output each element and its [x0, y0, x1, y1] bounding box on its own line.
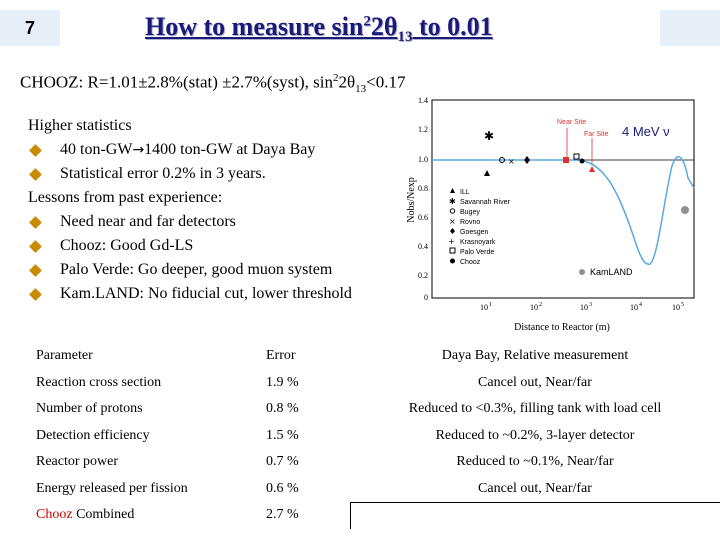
diamond-bullet-icon	[29, 216, 42, 229]
x-tick-labels	[480, 302, 684, 312]
diamond-bullet-icon	[29, 144, 42, 157]
bullet-heading: Higher statistics	[28, 117, 132, 134]
table-cell-empty	[350, 502, 720, 529]
y-tick-label: 0.2	[418, 271, 428, 280]
chooz-result: CHOOZ: R=1.01±2.8%(stat) ±2.7%(syst), $\sin^22\theta_{13}<0.17$	[20, 72, 406, 96]
table-row	[30, 423, 720, 450]
table-cell: Reaction cross section	[36, 374, 162, 390]
table-header-cell: Daya Bay, Relative measurement	[441, 348, 629, 364]
kamland-point	[681, 206, 689, 214]
energy-annotation: 4 MeV ν	[622, 124, 670, 139]
table-row	[30, 449, 720, 476]
legend-bugey-icon	[450, 209, 454, 213]
table-cell: 1.9 %	[266, 374, 299, 390]
legend-goesgen-icon	[450, 228, 455, 234]
legend-krasnoyark-icon: +	[448, 237, 455, 246]
legend-rovno-icon: ×	[449, 217, 456, 226]
legend-item: Chooz	[460, 259, 481, 266]
bullet-item: 40 ton-GW → 1400 ton-GW at Daya Bay	[28, 138, 352, 162]
slide-number: 7	[0, 10, 60, 46]
x-tick-exponent: 3	[589, 302, 592, 308]
goesgen-point	[524, 156, 530, 164]
table-cell: 0.6 %	[266, 480, 299, 496]
legend-chooz-icon	[450, 259, 455, 264]
x-tick-exponent: 1	[489, 302, 492, 308]
legend-item: Palo Verde	[460, 249, 495, 256]
far-site-marker	[589, 166, 595, 172]
chooz-red-label: Chooz	[36, 507, 73, 523]
y-tick-label: 0.4	[418, 242, 428, 251]
table-cell: 0.7 %	[266, 454, 299, 470]
y-tick-label: 0.6	[418, 213, 428, 222]
legend-item-kamland: KamLAND	[590, 267, 633, 277]
table-cell: Chooz Combined	[36, 507, 135, 523]
table-cell: Reduced to ~0.1%, Near/far	[456, 454, 614, 470]
diamond-bullet-icon	[29, 240, 42, 253]
table-cell: 0.8 %	[266, 401, 299, 417]
table-row	[30, 476, 720, 503]
legend-savannah-icon: ✱	[449, 197, 456, 206]
table-cell: Reduced to <0.3%, filling tank with load cell	[408, 401, 662, 417]
table-cell: Cancel out, Near/far	[478, 480, 592, 496]
bullet-list	[28, 114, 352, 306]
bullet-item: Kam.LAND: No fiducial cut, lower threshold	[28, 282, 352, 306]
legend-ill-icon	[450, 188, 455, 193]
x-tick-label: 10	[580, 303, 588, 312]
table-row	[30, 370, 720, 397]
x-tick-exponent: 4	[639, 302, 642, 308]
table-cell: Reactor power	[36, 454, 119, 470]
bullet-heading: Lessons from past experience:	[28, 189, 223, 206]
legend-item: Goesgen	[460, 229, 489, 236]
y-tick-label: 1.0	[418, 155, 428, 164]
table-cell: 2.7 %	[266, 507, 299, 523]
corner-box	[660, 10, 720, 46]
x-tick-exponent: 2	[539, 302, 542, 308]
legend-item: Bugey	[460, 209, 480, 216]
ill-point	[484, 170, 490, 176]
legend-kamland-icon	[579, 269, 585, 275]
reactor-distance-plot	[402, 88, 712, 343]
table-cell: 1.5 %	[266, 427, 299, 443]
table-header-cell: Parameter	[36, 348, 93, 364]
page-title: How to measure $\sin^22\theta_{13}$ to 0.01	[145, 12, 493, 46]
savannah-river-point: ✱	[484, 129, 495, 143]
bullet-item: Need near and far detectors	[28, 210, 352, 234]
table-row	[30, 396, 720, 423]
bullet-item: Palo Verde: Go deeper, good muon system	[28, 258, 352, 282]
y-tick-label: 0	[424, 293, 428, 302]
table-row-combined	[30, 502, 720, 529]
near-site-label: Near Site	[557, 119, 587, 126]
legend-item: Savannah River	[460, 199, 510, 206]
table-header-row	[30, 343, 720, 370]
diamond-bullet-icon	[29, 288, 42, 301]
x-tick-label: 10	[480, 303, 488, 312]
y-tick-label: 0.8	[418, 184, 428, 193]
table-header-cell: Error	[266, 348, 296, 364]
bullet-item: Chooz: Good Gd-LS	[28, 234, 352, 258]
near-site-marker	[563, 157, 569, 163]
x-tick-label: 10	[530, 303, 538, 312]
table-cell: Detection efficiency	[36, 427, 150, 443]
legend-palo-verde-icon	[450, 248, 455, 253]
rovno-point: ×	[508, 157, 515, 166]
parameter-table	[30, 343, 720, 529]
x-tick-exponent: 5	[681, 302, 684, 308]
legend-item: Rovno	[460, 219, 481, 226]
diamond-bullet-icon	[29, 168, 42, 181]
plot-legend	[448, 188, 633, 277]
x-axis-label: Distance to Reactor (m)	[514, 322, 610, 333]
palo-verde-point	[574, 154, 579, 159]
x-tick-label: 10	[630, 303, 638, 312]
bullet-item: Statistical error 0.2% in 3 years.	[28, 162, 352, 186]
y-axis-label: Nobs/Nexp	[406, 177, 417, 223]
y-tick-label: 1.4	[418, 96, 428, 105]
table-cell: Cancel out, Near/far	[478, 374, 592, 390]
table-cell: Energy released per fission	[36, 480, 188, 496]
arrow-icon: →	[132, 142, 145, 158]
far-site-label: Far Site	[584, 131, 609, 138]
y-tick-labels	[418, 96, 428, 302]
table-cell: Reduced to ~0.2%, 3-layer detector	[435, 427, 635, 443]
table-cell: Number of protons	[36, 401, 143, 417]
experiment-points	[484, 129, 689, 214]
chooz-point	[580, 159, 585, 164]
diamond-bullet-icon	[29, 264, 42, 277]
y-tick-label: 1.2	[418, 125, 428, 134]
x-tick-label: 10	[672, 303, 680, 312]
legend-item: ILL	[460, 189, 470, 196]
legend-item: Krasnoyark	[460, 239, 496, 246]
